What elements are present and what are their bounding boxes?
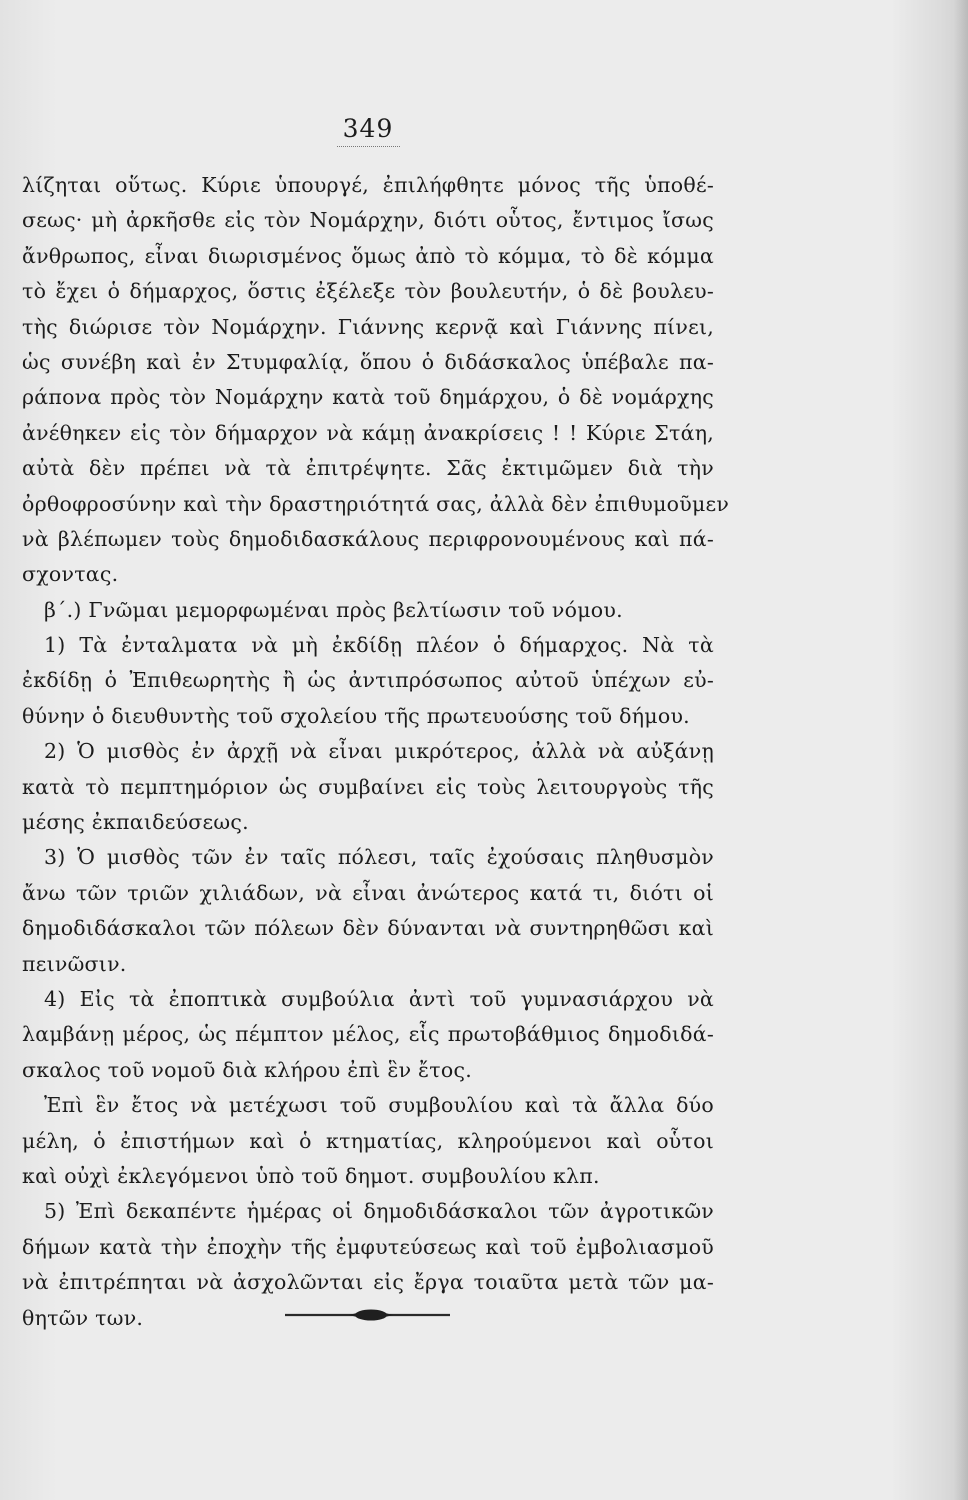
text-line: ἄνθρωπος, εἶναι διωρισμένος ὅμως ἀπὸ τὸ κόμμα, τὸ δὲ κόμμα xyxy=(22,243,714,268)
text-line: τὸ ἔχει ὁ δήμαρχος, ὅστις ἐξέλεξε τὸν βουλευτήν, ὁ δὲ βουλευ- xyxy=(22,279,714,304)
body-text xyxy=(22,168,730,1336)
text-line: λίζηται οὕτως. Κύριε ὑπουργέ, ἐπιλήφθητε μόνος τῆς ὑποθέ- xyxy=(22,173,714,197)
text-line: πεινῶσιν. xyxy=(22,951,127,976)
text-line: θητῶν των. xyxy=(22,1305,144,1330)
text-line: δημοδιδάσκαλοι τῶν πόλεων δὲν δύνανται νὰ συντηρηθῶσι καὶ xyxy=(22,916,714,941)
text-line: τὴς διώρισε τὸν Νομάρχην. Γιάννης κερνᾷ καὶ Γιάννης πίνει, xyxy=(22,314,714,339)
text-line: σχοντας. xyxy=(22,562,119,587)
text-line: ἐκδίδῃ ὁ Ἐπιθεωρητὴς ἢ ὡς ἀντιπρόσωπος αὐτοῦ ὑπέχων εὐ- xyxy=(22,668,714,693)
text-line: β΄.) Γνῶμαι μεμορφωμέναι πρὸς βελτίωσιν τοῦ νόμου. xyxy=(44,597,623,622)
page-number: 349 xyxy=(342,114,394,143)
text-line: κατὰ τὸ πεμπτημόριον ὡς συμβαίνει εἰς τοὺς λειτουργοὺς τῆς xyxy=(22,774,714,799)
text-line: σκαλος τοῦ νομοῦ διὰ κλήρου ἐπὶ ἓν ἔτος. xyxy=(22,1057,472,1082)
text-line: νὰ ἐπιτρέπηται νὰ ἀσχολῶνται εἰς ἔργα τοιαῦτα μετὰ τῶν μα- xyxy=(22,1270,714,1295)
text-line: καὶ οὐχὶ ἐκλεγόμενοι ὑπὸ τοῦ δημοτ. συμβουλίου κλπ. xyxy=(22,1163,600,1188)
text-line: μέλη, ὁ ἐπιστήμων καὶ ὁ κτηματίας, κληρούμενοι καὶ οὗτοι xyxy=(22,1128,714,1153)
text-line: Ἐπὶ ἓν ἔτος νὰ μετέχωσι τοῦ συμβουλίου καὶ τὰ ἄλλα δύο xyxy=(44,1093,714,1118)
text-line: νὰ βλέπωμεν τοὺς δημοδιδασκάλους περιφρονουμένους καὶ πά- xyxy=(22,526,714,551)
text-line: αὐτὰ δὲν πρέπει νὰ τὰ ἐπιτρέψητε. Σᾶς ἐκτιμῶμεν διὰ τὴν xyxy=(22,456,714,481)
text-line: 4) Εἰς τὰ ἐποπτικὰ συμβούλια ἀντὶ τοῦ γυμνασιάρχου νὰ xyxy=(44,986,714,1011)
text-line: ἄνω τῶν τριῶν χιλιάδων, νὰ εἶναι ἀνώτερος κατά τι, διότι οἱ xyxy=(22,880,714,905)
text-line: ἀνέθηκεν εἰς τὸν δήμαρχον νὰ κάμῃ ἀνακρίσεις ! ! Κύριε Στάη, xyxy=(22,420,714,445)
text-line: λαμβάνῃ μέρος, ὡς πέμπτον μέλος, εἷς πρωτοβάθμιος δημοδιδά- xyxy=(22,1022,714,1047)
page-edge-shadow xyxy=(954,0,968,1500)
text-line: 5) Ἐπὶ δεκαπέντε ἡμέρας οἱ δημοδιδάσκαλοι τῶν ἀγροτικῶν xyxy=(44,1199,714,1224)
text-line: μέσης ἐκπαιδεύσεως. xyxy=(22,810,249,835)
text-line: ὡς συνέβη καὶ ἐν Στυμφαλίᾳ, ὅπου ὁ διδάσκαλος ὑπέβαλε πα- xyxy=(22,349,714,374)
end-ornament xyxy=(285,1305,450,1325)
text-line: δήμων κατὰ τὴν ἐποχὴν τῆς ἐμφυτεύσεως καὶ τοῦ ἐμβολιασμοῦ xyxy=(22,1234,714,1259)
page-number-underline xyxy=(337,146,400,147)
text-line: ράπονα πρὸς τὸν Νομάρχην κατὰ τοῦ δημάρχου, ὁ δὲ νομάρχης xyxy=(22,385,714,410)
text-line: ὀρθοφροσύνην καὶ τὴν δραστηριότητά σας, ἀλλὰ δὲν ἐπιθυμοῦμεν xyxy=(22,491,730,516)
text-line: 3) Ὁ μισθὸς τῶν ἐν ταῖς πόλεσι, ταῖς ἐχούσαις πληθυσμὸν xyxy=(44,845,714,870)
text-line: 2) Ὁ μισθὸς ἐν ἀρχῇ νὰ εἶναι μικρότερος, ἀλλὰ νὰ αὐξάνῃ xyxy=(44,739,714,764)
text-line: 1) Τὰ ἐνταλματα νὰ μὴ ἐκδίδῃ πλέον ὁ δήμαρχος. Νὰ τὰ xyxy=(44,633,714,658)
text-line: θύνην ὁ διευθυντὴς τοῦ σχολείου τῆς πρωτευούσης τοῦ δήμου. xyxy=(22,703,690,728)
text-line: σεως· μὴ ἀρκῆσθε εἰς τὸν Νομάρχην, διότι οὗτος, ἔντιμος ἴσως xyxy=(22,208,714,233)
